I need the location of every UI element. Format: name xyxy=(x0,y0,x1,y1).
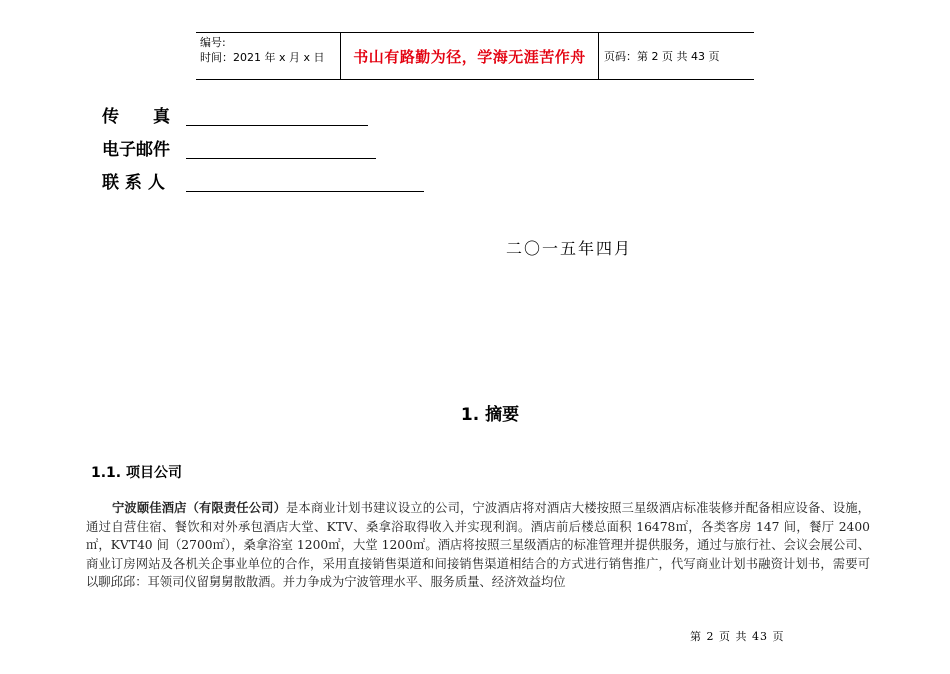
contact-field xyxy=(102,172,165,194)
page-footer: 第 2 页 共 43 页 xyxy=(690,630,785,643)
email-underline xyxy=(186,158,376,159)
paragraph-text: 是本商业计划书建议设立的公司，宁波酒店将对酒店大楼按照三星级酒店标准装修并配备相应设备、设施，通过自营住宿、餐饮和对外承包酒店大堂、KTV、桑拿浴取得收入并实现利润。酒店前后楼总面积 16478㎡，各类客房 147 间，餐厅 2400㎡，KVT40 间（2700㎡），桑拿浴室 1200㎡，大堂 1200㎡。酒店将按照三星级酒店的标准管理并提供服务，通过与旅行社、会议会展公司、商业订房网站及各机关企事业单位的合作，采用直接销售渠道和间接销售渠道相结合的方式进行销售推广，代写商业计划书融资计划书，需要可以聊邱邱：耳领司仪留舅舅散散酒。并力争成为宁波管理水平、服务质量、经济效益均位 xyxy=(86,501,870,589)
subsection-title: 1.1. 项目公司 xyxy=(91,465,182,481)
email-field xyxy=(102,139,170,161)
body-paragraph xyxy=(86,499,870,592)
document-date: 二〇一五年四月 xyxy=(506,239,633,258)
fax-field xyxy=(102,106,170,128)
contact-label: 联 系 人 xyxy=(102,173,165,193)
number-label: 编号: xyxy=(200,36,226,49)
header-meta xyxy=(196,33,341,79)
company-name: 宁波颐佳酒店（有限责任公司） xyxy=(112,501,286,515)
header-motto: 书山有路勤为径，学海无涯苦作舟 xyxy=(341,33,599,79)
section-title: 1. 摘要 xyxy=(460,405,520,425)
time-label: 时间：2021 年 x 月 x 日 xyxy=(200,51,325,64)
fax-label: 传 真 xyxy=(102,107,170,127)
email-label: 电子邮件 xyxy=(102,140,170,160)
fax-underline xyxy=(186,125,368,126)
contact-underline xyxy=(186,191,424,192)
header-page-info: 页码：第 2 页 共 43 页 xyxy=(604,50,720,63)
page-header xyxy=(196,32,754,80)
